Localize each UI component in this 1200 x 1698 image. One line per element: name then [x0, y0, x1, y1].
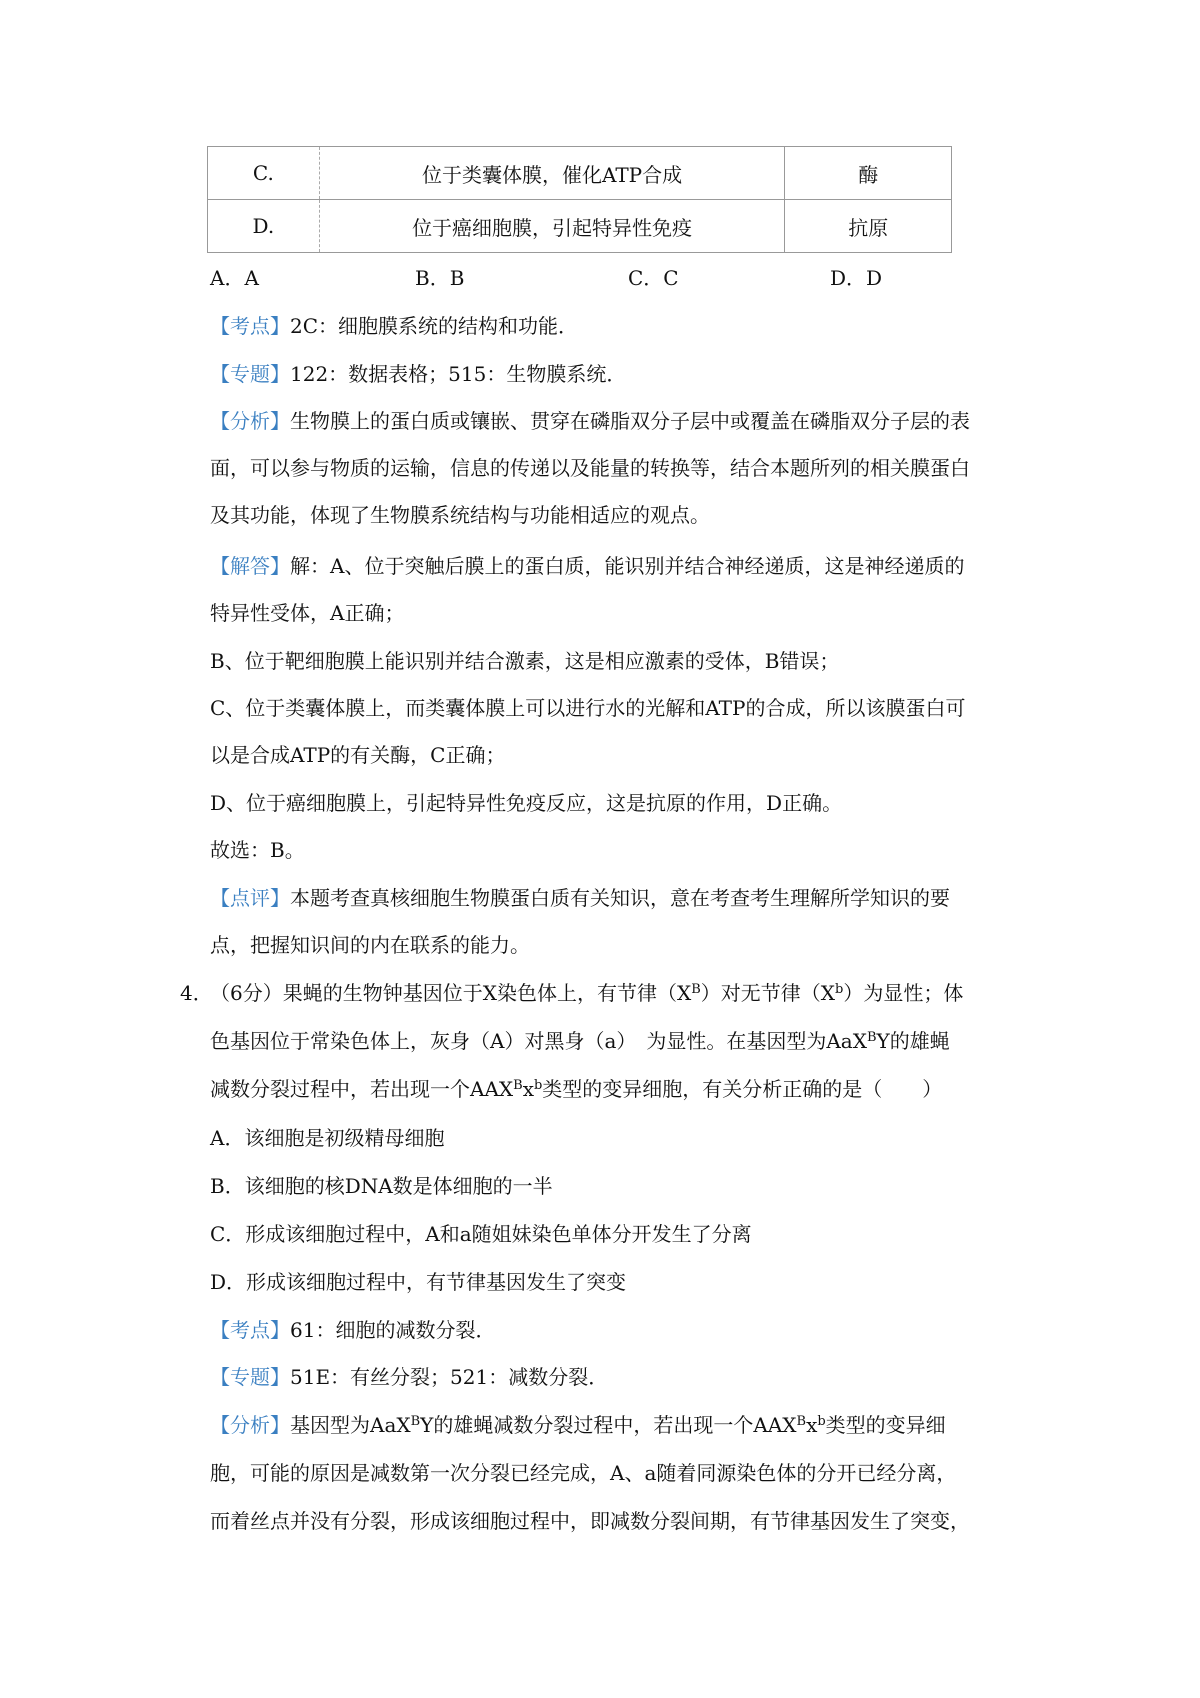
tag-kaodian: 【考点】 — [210, 314, 290, 338]
tag-kaodian: 【考点】 — [210, 1318, 290, 1342]
tag-fenxi: 【分析】 — [210, 1413, 290, 1437]
q4-zhuanti: 【专题】51E：有丝分裂；521：减数分裂． — [210, 1365, 609, 1389]
q4-stem-line: 减数分裂过程中，若出现一个$AAX^Bx^b$类型的变异细胞，有关分析正确的是（ ） — [210, 1077, 943, 1101]
q3-jieda-line: 以是合成ATP的有关酶，C正确； — [210, 743, 506, 767]
q4-option-d: D．形成该细胞过程中，有节律基因发生了突变 — [210, 1270, 627, 1294]
q3-kaodian: 【考点】2C：细胞膜系统的结构和功能． — [210, 314, 579, 338]
q4-fenxi-line: 胞，可能的原因是减数第一次分裂已经完成，A、a随着同源染色体的分开已经分离， — [210, 1461, 957, 1485]
q3-jieda-line: 故选：B。 — [210, 838, 305, 862]
row-description: 位于癌细胞膜，引起特异性免疫 — [319, 200, 785, 253]
row-description: 位于类囊体膜，催化ATP合成 — [319, 147, 785, 200]
q3-choices — [210, 262, 950, 292]
q4-option-c: C．形成该细胞过程中，A和a随姐妹染色单体分开发生了分离 — [210, 1222, 752, 1246]
row-protein-name: 酶 — [785, 147, 952, 200]
tag-zhuanti: 【专题】 — [210, 1365, 290, 1389]
q3-zhuanti: 【专题】122：数据表格；515：生物膜系统． — [210, 362, 627, 386]
q3-jieda-line: C、位于类囊体膜上，而类囊体膜上可以进行水的光解和ATP的合成，所以该膜蛋白可 — [210, 696, 966, 720]
q3-jieda-line: 特异性受体，A正确； — [210, 601, 405, 625]
q4-fenxi: 【分析】基因型为AaX$^B$Y的雄蝇减数分裂过程中，若出现一个$AAX^Bx^b$类型的变异细 — [210, 1413, 946, 1437]
choice-d: D．D — [830, 266, 883, 290]
tag-dianping: 【点评】 — [210, 886, 290, 910]
q3-jieda-line: B、位于靶细胞膜上能识别并结合激素，这是相应激素的受体，B错误； — [210, 649, 840, 673]
row-label: C. — [208, 147, 320, 200]
q4-kaodian: 【考点】61：细胞的减数分裂． — [210, 1318, 496, 1342]
tag-jieda: 【解答】 — [210, 554, 290, 578]
row-label: D. — [208, 200, 320, 253]
table-row — [208, 200, 952, 253]
q3-fenxi-line: 面，可以参与物质的运输，信息的传递以及能量的转换等，结合本题所列的相关膜蛋白 — [210, 456, 970, 480]
q4-option-b: B．该细胞的核DNA数是体细胞的一半 — [210, 1174, 553, 1198]
q4-stem-line: （6分）果蝇的生物钟基因位于X染色体上，有节律$(X^B)$对无节律$(X^b)$为显性；体 — [210, 981, 964, 1005]
q3-jieda-line: D、位于癌细胞膜上，引起特异性免疫反应，这是抗原的作用，D正确。 — [210, 791, 843, 815]
q3-fenxi-line: 及其功能，体现了生物膜系统结构与功能相适应的观点。 — [210, 503, 710, 527]
q4-stem-line: 色基因位于常染色体上，灰身（A）对黑身（a） 为显性。在基因型为AaX$^B$Y的雄蝇 — [210, 1029, 950, 1053]
table-row — [208, 147, 952, 200]
question-number: 4． — [180, 981, 213, 1005]
q3-dianping-line: 点，把握知识间的内在联系的能力。 — [210, 933, 530, 957]
tag-zhuanti: 【专题】 — [210, 362, 290, 386]
q4-option-a: A．该细胞是初级精母细胞 — [210, 1126, 445, 1150]
choice-b: B．B — [415, 266, 465, 290]
choice-a: A．A — [210, 266, 259, 290]
tag-fenxi: 【分析】 — [210, 409, 290, 433]
q3-jieda: 【解答】解：A、位于突触后膜上的蛋白质，能识别并结合神经递质，这是神经递质的 — [210, 554, 965, 578]
q4-fenxi-line: 而着丝点并没有分裂，形成该细胞过程中，即减数分裂间期，有节律基因发生了突变， — [210, 1509, 970, 1533]
row-protein-name: 抗原 — [785, 200, 952, 253]
q3-dianping: 【点评】本题考查真核细胞生物膜蛋白质有关知识，意在考查考生理解所学知识的要 — [210, 886, 950, 910]
options-table — [207, 146, 952, 253]
choice-c: C．C — [628, 266, 679, 290]
q3-fenxi: 【分析】生物膜上的蛋白质或镶嵌、贯穿在磷脂双分子层中或覆盖在磷脂双分子层的表 — [210, 409, 970, 433]
